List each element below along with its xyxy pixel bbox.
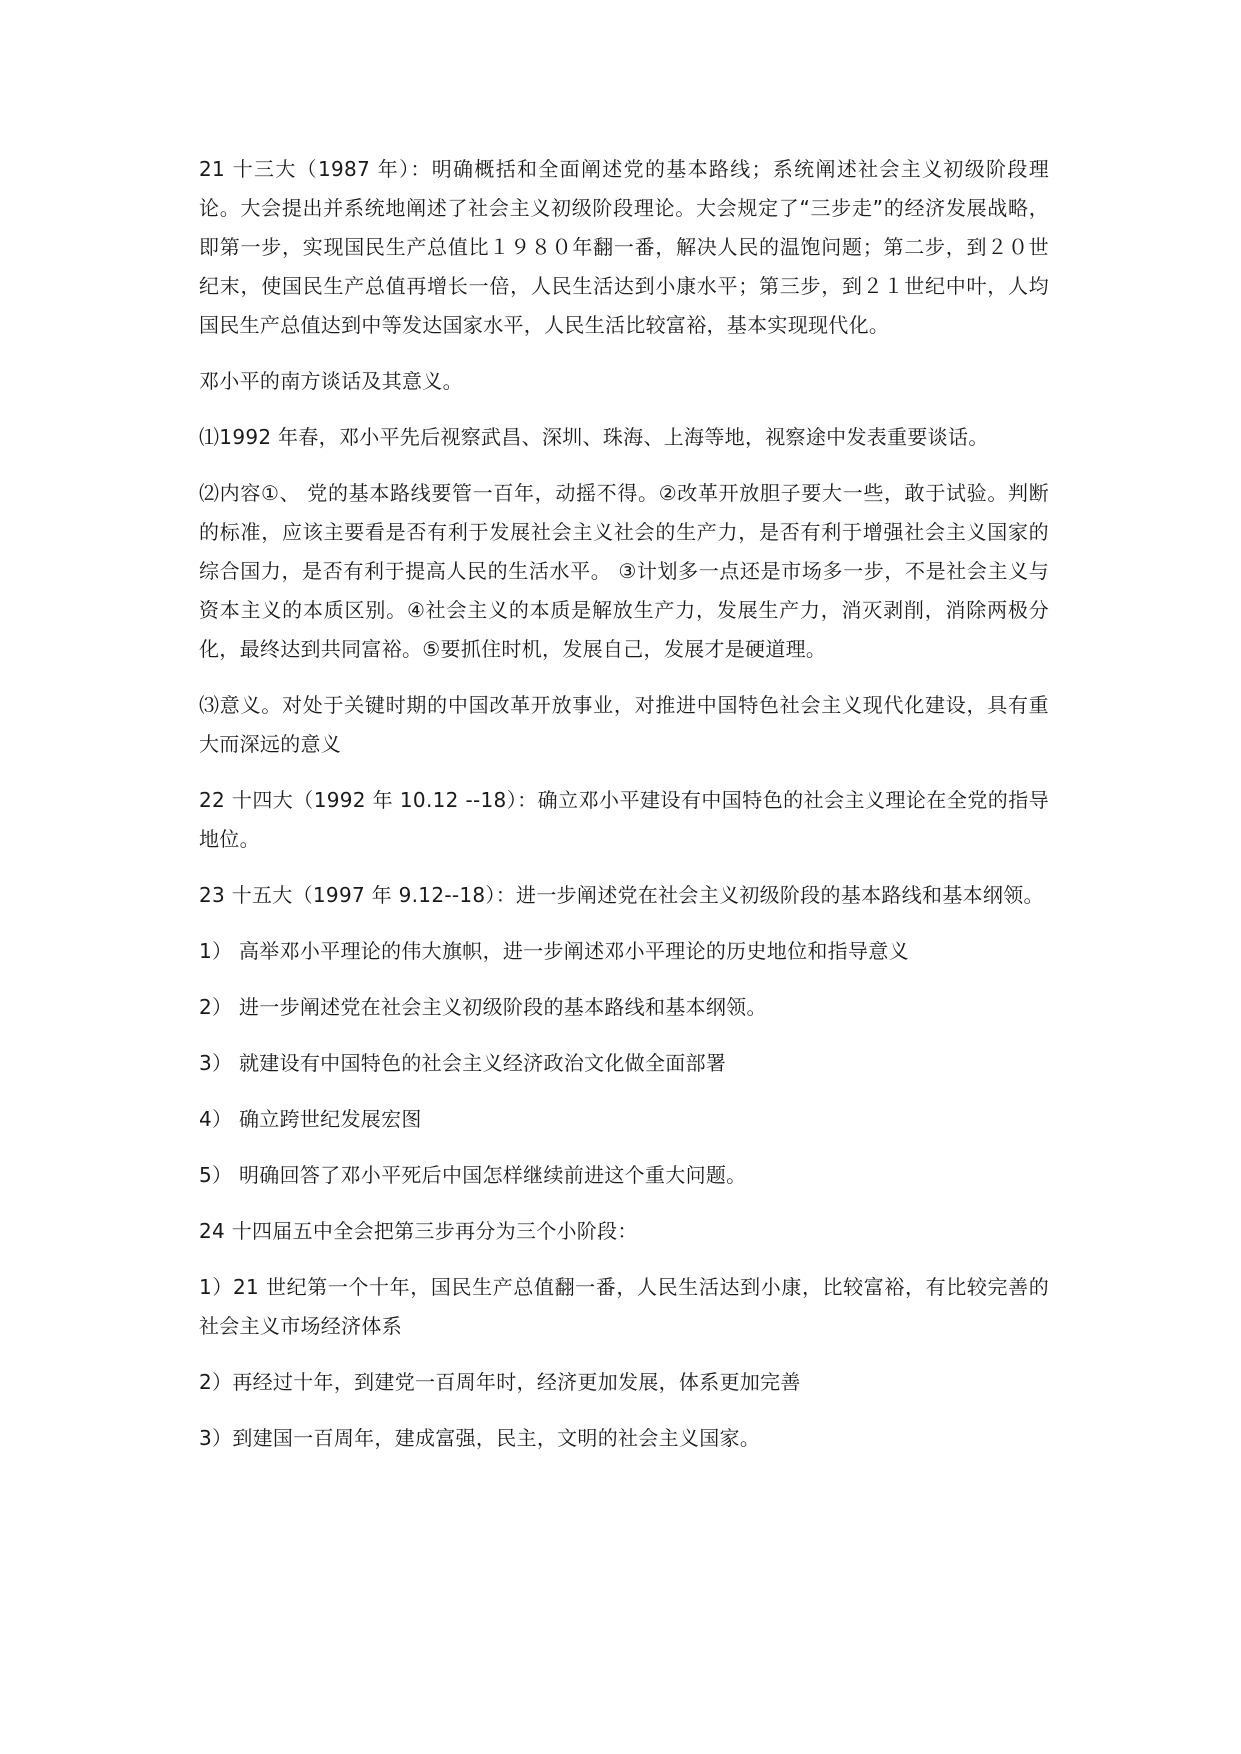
list-item-stage-3: 3）到建国一百周年，建成富强，民主，文明的社会主义国家。 [199,1426,761,1450]
paragraph-southern-tour-1: ⑴1992 年春，邓小平先后视察武昌、深圳、珠海、上海等地，视察途中发表重要谈话。 [199,425,989,449]
list-item-15th-4: 4） 确立跨世纪发展宏图 [199,1107,422,1131]
list-item-15th-1: 1） 高举邓小平理论的伟大旗帜，进一步阐述邓小平理论的历史地位和指导意义 [199,939,909,963]
list-item-15th-3: 3） 就建设有中国特色的社会主义经济政治文化做全面部署 [199,1051,727,1075]
list-item-15th-5: 5） 明确回答了邓小平死后中国怎样继续前进这个重大问题。 [199,1163,747,1187]
paragraph-13th-congress: 21 十三大（1987 年）：明确概括和全面阐述党的基本路线；系统阐述社会主义初级阶段理论。大会提出并系统地阐述了社会主义初级阶段理论。大会规定了“三步走”的经济发展战略，即第一步，实现国民生产总值比１９８０年翻一番，解决人民的温饱问题；第二步，到２０世纪末，使国民生产总值再增长一倍，人民生活达到小康水平；第三步，到２１世纪中叶，人均国民生产总值达到中等发达国家水平，人民生活比较富裕，基本实现现代化。 [199,157,1049,337]
paragraph-15th-congress: 23 十五大（1997 年 9.12--18）：进一步阐述党在社会主义初级阶段的基本路线和基本纲领。 [199,883,1044,907]
paragraph-southern-tour-heading: 邓小平的南方谈话及其意义。 [199,369,463,393]
list-item-stage-1: 1）21 世纪第一个十年，国民生产总值翻一番，人民生活达到小康，比较富裕，有比较完善的社会主义市场经济体系 [199,1275,1049,1338]
paragraph-fifth-plenum: 24 十四届五中全会把第三步再分为三个小阶段： [199,1219,638,1243]
paragraph-southern-tour-2: ⑵内容①、 党的基本路线要管一百年，动摇不得。②改革开放胆子要大一些，敢于试验。判断的标准，应该主要看是否有利于发展社会主义社会的生产力，是否有利于增强社会主义国家的综合国力，是否有利于提高人民的生活水平。 ③计划多一点还是市场多一步，不是社会主义与资本主义的本质区别。④社会主义的本质是解放生产力，发展生产力，消灭剥削，消除两极分化，最终达到共同富裕。⑤要抓住时机，发展自己，发展才是硬道理。 [199,481,1049,661]
list-item-stage-2: 2）再经过十年，到建党一百周年时，经济更加发展，体系更加完善 [199,1370,801,1394]
list-item-15th-2: 2） 进一步阐述党在社会主义初级阶段的基本路线和基本纲领。 [199,995,767,1019]
document-body [199,150,1049,1475]
paragraph-14th-congress: 22 十四大（1992 年 10.12 --18）：确立邓小平建设有中国特色的社会主义理论在全党的指导地位。 [199,788,1049,851]
paragraph-southern-tour-3: ⑶意义。对处于关键时期的中国改革开放事业，对推进中国特色社会主义现代化建设，具有重大而深远的意义 [199,693,1049,756]
